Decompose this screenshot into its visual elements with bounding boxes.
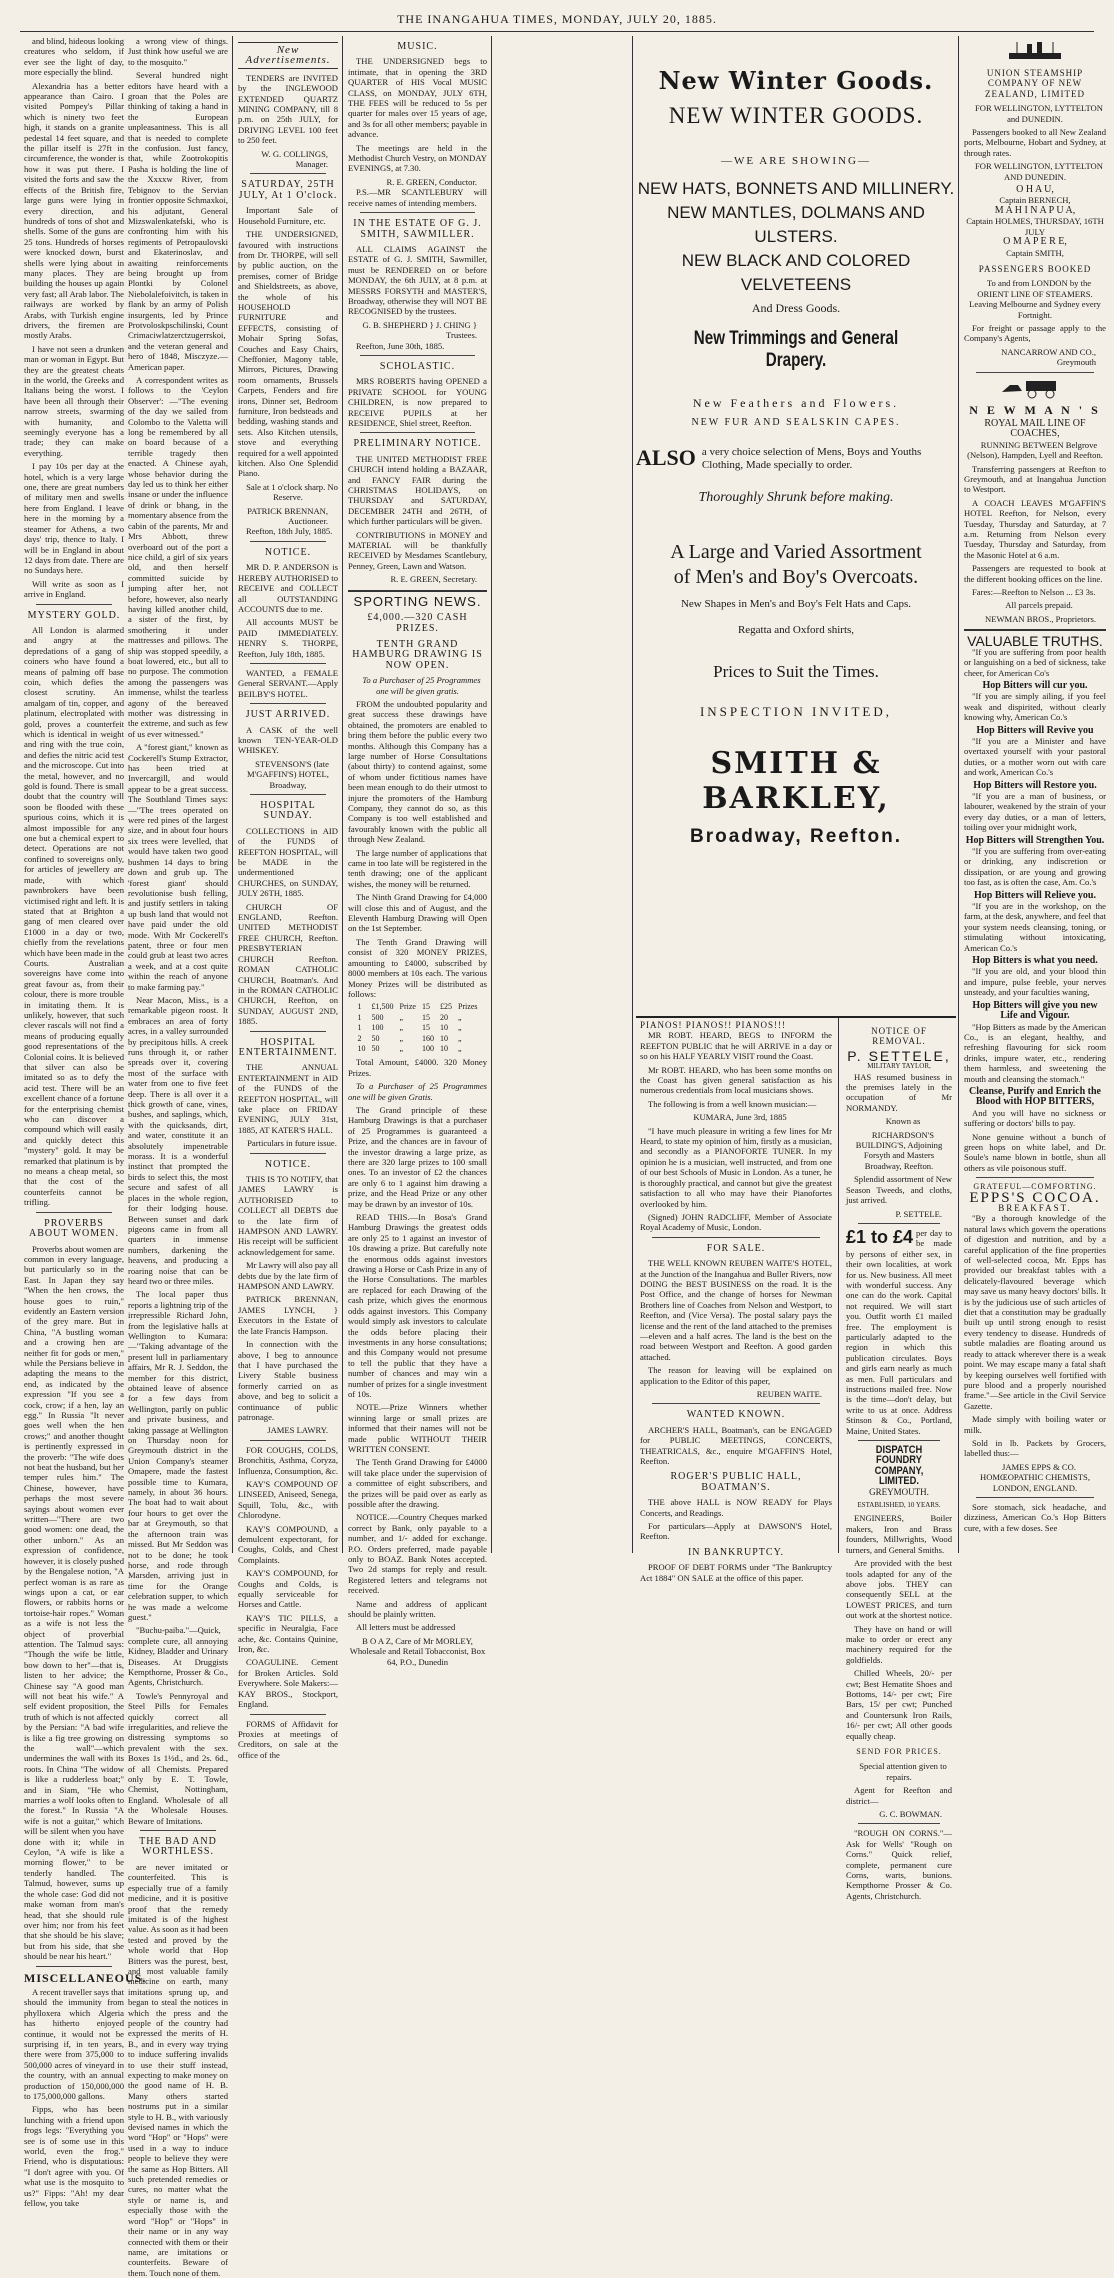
prize-cell: „ — [457, 1043, 462, 1053]
advert-line: Thoroughly Shrunk before making. — [698, 490, 894, 505]
advert-text: THE UNDERSIGNED, favoured with instructions from Dr. THORPE, will sell by public auction, on the premises, corner of Bridge and Shieldstreets, as above, the whole of his HOUSEHOLD FURNITURE and EFFECTS, consisting of Mohair Spring Sofas, Couches and Easy Chairs, Cheffonier, Magony table, Mirrors, Pictures, Drawing room ornaments, Brussels Carpets, Fenders and fire irons, Dinner set, Bedroom furniture, Iron bedsteads and bedding, washing stands and sets. Also Kitchen utensils, stove and everything required for a well appointed kitchen. Also One Splendid Piano. — [238, 229, 338, 479]
divider — [360, 432, 475, 433]
advert-text: KAY'S COMPOUND, for Coughs and Colds, is equally serviceable for Horses and Cattle. — [238, 1568, 338, 1610]
advert-line: And Dress Goods. — [751, 301, 841, 315]
advert-text: The meetings are held in the Methodist Church Vestry, on MONDAY EVENINGS, at 7.30. — [348, 142, 487, 174]
advert-signature: B O A Z, Care of Mr MORLEY, Wholesale and Retail Tobacconist, Box 64, P.O., Dunedin — [349, 1635, 486, 1667]
divider — [36, 1212, 112, 1213]
divider — [636, 1016, 956, 1018]
divider — [250, 1031, 326, 1032]
advert-text: STEVENSON'S (late M'GAFFIN'S) HOTEL, Broadway, — [247, 758, 329, 790]
divider — [250, 703, 326, 704]
prize-cell: Prize — [399, 1002, 416, 1012]
advert-heading: TENTH GRAND HAMBURG DRAWING IS NOW OPEN. — [352, 638, 483, 671]
advert-text: Reefton, June 30th, 1885. — [356, 340, 445, 351]
prize-cell: 15 — [421, 1002, 430, 1012]
section-heading: New Advertisements. — [238, 42, 338, 69]
advert-text: Fares:—Reefton to Nelson ... £3 3s. — [972, 587, 1096, 598]
prize-cell: „ — [457, 1023, 462, 1033]
advert-text: For freight or passage apply to the Company's Agents, — [964, 322, 1106, 344]
hop-bitters-line: Hop Bitters will cur you. — [982, 679, 1088, 691]
advert-heading: NOTICE. — [264, 1158, 312, 1170]
prize-cell: 1 — [357, 1002, 362, 1012]
advert-text: FORMS of Affidavit for Proxies at meetings of Creditors, on sale at the office of the — [238, 1718, 338, 1760]
article-heading: THE BAD AND WORTHLESS. — [139, 1836, 217, 1858]
advert-text: COLLECTIONS in AID of the FUNDS of REEFTON HOSPITAL, will be MADE in the undermentioned CHURCHES, on SUNDAY, JULY 26TH, 1885. — [238, 825, 338, 899]
article-paragraph: I pay 10s per day at the hotel, which is a very large one, there are great numbers of military men and swells here from England. I leave here in the morning by a steamer for Athens, a two days' trip, thence to Italy. I will be in England in about 12 days from date. There are no Sundays here. — [24, 461, 124, 576]
advert-line: MILITARY TAYLOR, — [867, 1062, 931, 1071]
divider — [360, 212, 475, 213]
article-heading: MYSTERY GOLD. — [27, 609, 121, 621]
advert-text: Passengers booked to all New Zealand ports, Melbourne, Hobart and Sydney, at through rates. — [964, 127, 1106, 158]
prize-cell: „ — [457, 1033, 462, 1043]
advert-text: All letters must be addressed — [356, 1622, 456, 1633]
column-3 — [234, 36, 342, 1760]
advert-line: Prices to Suit the Times. — [713, 662, 879, 681]
column-1 — [20, 36, 147, 2209]
money-heading: £1 to £4 — [846, 1226, 914, 1247]
advert-line: Regatta and Oxford shirts, — [737, 624, 855, 636]
prize-cell: £1,500 — [371, 1002, 394, 1012]
article-heading: MISCELLANEOUS. — [24, 1970, 147, 1985]
advert-text: THE UNDERSIGNED begs to intimate, that in opening the 3RD QUARTER of HIS Vocal MUSIC CLASS, on MONDAY, JULY 6TH, THE FEES will be reduced to 5s per quarter for males over 15 years of age, and 3s for all other members; payable in advance. — [348, 56, 487, 140]
divider — [250, 794, 326, 795]
advert-banner-heading: New Winter Goods. — [658, 66, 934, 95]
advert-text: RICHARDSON'S BUILDING'S, Adjoining Forsyth and Masters Broadway, Reefton. — [855, 1129, 943, 1171]
prize-cell: 160 — [421, 1033, 434, 1043]
hop-bitters-line: Hop Bitters is what you need. — [972, 955, 1098, 967]
hop-bitters-line: Hop Bitters will Relieve you. — [974, 889, 1096, 901]
advert-line: —WE ARE SHOWING— — [721, 155, 871, 167]
advert-text: ENGINEERS, Boiler makers, Iron and Brass founders, Millwrights, Wood turners, and General Smiths. — [846, 1513, 952, 1555]
advert-text: Name and address of applicant should be plainly written. — [348, 1598, 487, 1620]
article-paragraph: A recent traveller says that should the immunity from phylloxera which Algeria has hitherto enjoyed continue, it would not be surprising if, in ten years, there were from 375,000 to 500,000 acres of vineyard in the country, with an annual production of 150,000,000 to 175,000,000 gallons. — [24, 1986, 124, 2101]
ship-name: O H A U, — [1016, 184, 1054, 196]
hop-bitters-line: Hop Bitters will Revive you — [976, 724, 1094, 736]
right-column — [960, 36, 1110, 1553]
advert-text: MR D. P. ANDERSON is HEREBY AUTHORISED to RECEIVE and COLLECT all OUTSTANDING ACCOUNTS due to me. — [238, 562, 338, 614]
column-rule — [232, 36, 233, 1553]
advert-text: Special attention given to repairs. — [859, 1761, 947, 1782]
divider — [250, 663, 326, 664]
advert-text: Sale at 1 o'clock sharp. No Reserve. — [246, 481, 338, 503]
advert-text: The reason for leaving will be explained on application to the Editor of this paper, — [640, 1365, 832, 1386]
article-paragraph: Fipps, who has been lunching with a friend upon frogs legs: "Everything you see is of some use in this world, even the frog." Friend, who is disputatious: "I don't agree with you. Of what use is the mosquito to us?" Fipps: "Ah! my dear fellow, you take — [24, 2104, 124, 2209]
advert-text: FOR WELLINGTON, LYTTELTON and DUNEDIN. — [975, 103, 1103, 124]
advert-text: To and from LONDON by the ORIENT LINE OF STEAMERS. Leaving Melbourne and Sydney every Fortnight. — [969, 278, 1101, 320]
advert-signature: G. B. SHEPHERD } J. CHING } Trustees. — [362, 319, 477, 341]
ship-captain: Captain SMITH, — [1006, 247, 1064, 258]
prize-cell: 1 — [357, 1023, 362, 1033]
article-paragraph: Several hundred night editors have heard with a groan that the Poles are thinking of taking a hand in the European unpleasantness. This is all that is needed to complete the confusion. Just fancy, that, while Zootrokopitis Pasha is holding the line of the Xxxxw River, from Tebignov to the Servian frontier opposite Schmaxkoi, his adjutant, General Mizswalenkatefski, who is confronting him with his regiments of Petropaulovski and Ekaterinoslav, and awaiting reinforcements being brought up from Plontki by Colonel Niebolalefoivitch, is taken in flank by an army of Polish insurgents, led by Prince Protvoloskpschilinski, Count Crimaciwlatzerctzugerrskoi, and the veteran general and hero of 1848, Misczyze.—American paper. — [128, 70, 229, 372]
article-paragraph: Will write as soon as I arrive in England. — [24, 578, 124, 600]
advert-text: "If you are a Minister and have overtaxed yourself with your pastoral duties, or a mother worn out with care and work, American Co.'s — [964, 735, 1106, 778]
advert-text: THE UNITED METHODIST FREE CHURCH intend holding a BAZAAR, and FANCY FAIR during the CHRISTMAS HOLIDAYS, on THURSDAY and SATURDAY, DECEMBER 24TH and 26TH, of which further particulars will be given. — [348, 453, 487, 527]
advert-text: Mr ROBT. HEARD, who has been some months on the Coast has given general satisfaction as his numerous credentials from local musicians shows. — [640, 1064, 832, 1096]
advert-text: "I have much pleasure in writing a few lines for Mr Heard, to state my opinion of him, firstly as a musician, and secondly as a PIANOFORTE TUNER. In my opinion he is a musician, well instructed, and from one of our best Schools of Music in London. As a tuner, he is thoroughly practical, and cannot but give the greatest satisfaction to all who may have their Pianofortes overlooked by him. — [640, 1125, 832, 1209]
advert-text: THIS IS TO NOTIFY, that JAMES LAWRY is AUTHORISED to COLLECT all DEBTS due to the late firm of HAMPSON AND LAWRY. His receipt will be sufficient acknowledgement for same. — [238, 1174, 338, 1257]
advert-text: To a Purchaser of 25 Programmes one will be given gratis. — [362, 675, 481, 696]
advert-text: Known as — [885, 1116, 921, 1127]
advert-text: THE WELL KNOWN REUBEN WAITE'S HOTEL, at the Junction of the Inangahua and Buller Rivers, now DOING the BEST BUSINESS on the road. It is the Post Office, and the change of horses for Newman Brothers line of Coaches from Nelson and Westport, to Reefton, and (Vice Versa). The postal salary pays the license and the rent of the land attached to the premises—eleven and a half acres. The land is the best on the road between Westport and Reefton. A good garden attached. — [640, 1258, 832, 1362]
advert-text: ARCHER'S HALL, Boatman's, can be ENGAGED for PUBLIC MEETINGS, CONCERTS, THEATRICALS, &c., enquire M'GAFFIN'S Hotel, Reefton. — [640, 1424, 832, 1467]
advert-text: For particulars—Apply at DAWSON'S Hotel, Reefton. — [640, 1521, 832, 1542]
column-rule — [838, 1018, 839, 1553]
divider — [250, 1440, 326, 1441]
advert-text: P.S.—MR SCANTLEBURY will receive names of intending members. — [348, 187, 487, 208]
smith-barkley-advert — [636, 36, 956, 1016]
advert-text: Agent for Reefton and district— — [846, 1785, 952, 1806]
ship-captain: Captain HOLMES, THURSDAY, 16TH JULY — [966, 216, 1104, 237]
lower-advert-column-left — [636, 1020, 836, 1583]
advert-line: New Feathers and Flowers. — [692, 396, 900, 410]
advert-text: All accounts MUST be PAID IMMEDIATELY. HENRY S. THORPE, Reefton, July 18th, 1885. — [238, 617, 338, 659]
article-paragraph: are never imitated or counterfeited. This is especially true of a family medicine, and it is positive proof that the remedy imitated is of the highest value. As soon as it had been tested and proved by the whole world that Hop Bitters was the purest, best, and most valuable family medicine on earth, many imitations sprung up, and began to steal the notices in which the press and the people of the country had expressed the merits of H. B., and in every way trying to induce suffering invalids to use their stuff instead, expecting to make money on the good name of H. B. Many others started nostrums put in a similar style to H. B., with variously devised names in which the word "Hop" or "Hops" were used in a way to induce people to believe they were the same as Hop Bitters. All such pretended remedies or cures, no matter what the style or name is, and especially those with the word "Hop" or "Hops" in their name or in any way connected with them or their name, are imitations or counterfeits. Beware of them. Touch none of them. — [128, 1861, 228, 2278]
advert-heading: HOSPITAL ENTERTAINMENT. — [238, 1036, 338, 1058]
prize-cell: 100 — [421, 1043, 434, 1053]
hop-bitters-line: Hop Bitters will Strengthen You. — [965, 834, 1105, 846]
prize-cell: „ — [399, 1023, 404, 1033]
divider — [976, 372, 1094, 373]
prize-table — [355, 1002, 481, 1054]
advert-text: None genuine without a bunch of green hops on white label, and Dr. Soule's name blown in bottle, shun all others as vile poisonous stuff. — [964, 1131, 1106, 1173]
advert-address: Broadway, Reefton. — [690, 826, 902, 847]
advert-text: Transferring passengers at Reefton to Greymouth, and at Inangahua Junction to Westport. — [964, 463, 1106, 495]
advert-heading: PRELIMINARY NOTICE. — [353, 438, 482, 450]
advert-line: BREAKFAST. — [998, 1203, 1072, 1213]
advert-text: per day to be made by persons of either sex, in their own localities, at work for us. New business. All meet with wonderful success. Any one can do the work. Capital not required. We will start you. Outfit worth £1 mailed free. The employment is particularly adapted to the region in which this publication circulates. Boys and girls earn nearly as much as men. Full particulars and instructions mailed free. Now is the time—don't delay, but write to us at once. Address Stinson & Co., Portland, Maine, United States. — [846, 1227, 952, 1436]
advert-business-name: P. SETTELE, — [847, 1047, 951, 1064]
advert-text: "If you are old, and your blood thin and impure, pulse feeble, your nerves unsteady, and your faculties waning, — [964, 966, 1106, 998]
advert-text: KAY'S TIC PILLS, a specific in Neuralgia, Face ache, &c. Contains Quinine, Iron, &c. — [238, 1612, 338, 1655]
advert-signature: NANCARROW AND CO., Greymouth — [1001, 346, 1096, 368]
advert-line: NEW HATS, BONNETS AND MILLINERY. — [637, 179, 955, 198]
prize-cell: 15 — [421, 1023, 430, 1033]
advert-heading: IN BANKRUPTCY. — [687, 1546, 785, 1558]
advert-text: In connection with the above, I beg to announce that I have purchased the Livery Stable business formerly carried on as above, and beg to solicit a continuance of public patronage. — [238, 1339, 338, 1422]
advert-heading: SCHOLASTIC. — [379, 360, 456, 372]
advert-text: PATRICK BRENNAN, JAMES LYNCH, } Executors in the Estate of the late Francis Hampson. — [238, 1294, 338, 1336]
advert-text: "If you are simply ailing, if you feel weak and dispirited, without clearly knowing why, American Co.'s — [964, 691, 1106, 723]
advert-text: ALL CLAIMS AGAINST the ESTATE of G. J. SMITH, Sawmiller, must be RENDERED on or before MONDAY, the 6th JULY, at 8 p.m. at MESSRS FORSYTH and MASTER'S, Broadway, otherwise they will NOT BE RECOGNISED by the trustees. — [348, 243, 487, 317]
advert-text: MRS ROBERTS having OPENED a PRIVATE SCHOOL for YOUNG CHILDREN, is now prepared to RECEIVE PUPILS at her RESIDENCE, Shiel street, Reefton. — [348, 376, 487, 428]
advert-text: FOR COUGHS, COLDS, Bronchitis, Asthma, Coryza, Influenza, Consumption, &c. — [238, 1444, 339, 1476]
advert-heading: PASSENGERS BOOKED — [978, 263, 1092, 274]
advert-line: GRATEFUL—COMFORTING. — [973, 1182, 1097, 1192]
advert-heading: NOTICE OF REMOVAL. — [871, 1026, 927, 1047]
advert-text: NOTE.—Prize Winners whether winning large or small prizes are informed that their names will not be made public WITHOUT THEIR WRITTEN CONSENT. — [348, 1402, 487, 1454]
advert-heading: £4,000.—320 CASH PRIZES. — [367, 612, 468, 634]
article-paragraph: I have not seen a drunken man or woman in Egypt. But they are the greatest cheats in the world, the Greeks and Italians being the worst. I have been all through their narrow streets, swarming with humanity, and seemingly everyone has a trade; they can make everything. — [24, 343, 124, 458]
advert-text: "If you are a man of business, or labourer, weakened by the strain of your every day duties, or a man of letters, toiling over your midnight work, — [964, 790, 1106, 833]
advert-line: ROYAL MAIL LINE OF COACHES, — [984, 417, 1086, 440]
advert-signature: PATRICK BRENNAN, Auctioneer. — [247, 505, 328, 527]
advert-heading: UNION STEAMSHIP COMPANY OF NEW ZEALAND, LIMITED — [985, 68, 1085, 99]
column-rule — [491, 36, 492, 1553]
column-4 — [344, 36, 491, 1667]
masthead: THE INANGAHUA TIMES, MONDAY, JULY 20, 1885. — [20, 6, 1094, 32]
article-paragraph: Near Macon, Miss., is a remarkable pigeon roost. It embraces an area of forty acres, in a valley surrounded by precipitous hills. A creek runs through it, or rather spreads over it, covering most of the surface with water from one to five feet deep. There is all over it a thick growth of cane, vines, bushes, and saplings, which, with the quicksands, dirt, and water, constitute it an absolutely impenetrable morass. It is a wonderful instinct that prompted the birds to select this, the most secure and safest of all places in the whole region, for their lodging house. Between sunset and dark pigeons came in from all quarters in immense numbers, darkening the heavens, and producing a roaring noise that can be heard two or three miles. — [128, 994, 228, 1286]
divider — [976, 1177, 1094, 1178]
divider — [858, 1223, 940, 1224]
advert-text: RUNNING BETWEEN Belgrove (Nelson), Hampden, Lyell and Reefton. — [967, 439, 1103, 461]
advert-text: Important Sale of Household Furniture, etc. — [238, 205, 338, 226]
advert-heading: MUSIC. — [397, 41, 438, 52]
column-rule — [342, 36, 343, 1553]
advert-text: MR ROBT. HEARD, BEGS to INFORM the REEFTON PUBLIC that he will ARRIVE in a day or so on his HALF YEARLY VISIT round the Coast. — [640, 1030, 832, 1062]
advert-signature: REUBEN WAITE. — [756, 1389, 822, 1399]
prize-cell: 2 — [357, 1033, 362, 1043]
section-heading: SPORTING NEWS. — [353, 593, 482, 609]
column-2 — [124, 36, 232, 2278]
advert-text: Made simply with boiling water or milk. — [964, 1414, 1106, 1435]
advert-text: The Ninth Grand Drawing for £4,000 will close this and of August, and the Eleventh Hamburg Drawing will Open on the 1st September. — [348, 892, 487, 934]
advert-signature: G. C. BOWMAN. — [879, 1809, 942, 1820]
prize-cell: 100 — [371, 1023, 384, 1033]
advert-text: KAY'S COMPOUND OF LINSEED, Aniseed, Senega, Squill, Tolu, &c., with Chlorodyne. — [238, 1478, 338, 1521]
advert-line: INSPECTION INVITED, — [699, 704, 893, 719]
divider — [858, 1440, 940, 1441]
prize-cell: 10 — [357, 1043, 366, 1053]
divider — [140, 1830, 216, 1831]
advert-text: And you will have no sickness or suffering or doctors' bills to pay. — [964, 1107, 1106, 1129]
advert-heading: N E W M A N ' S — [969, 402, 1101, 417]
prize-row — [355, 1034, 481, 1044]
prize-cell: „ — [399, 1043, 404, 1053]
advert-line: New Shapes in Men's and Boy's Felt Hats and Caps. — [680, 598, 912, 610]
advert-text: Sold in lb. Packets by Grocers, labelled thus:— — [964, 1437, 1106, 1459]
article-paragraph: All London is alarmed and angry at the depredations of a gang of coiners who have found a means of palming off base coin, which defies the closest scrutiny. An amalgam of tin, copper, and platinum, electroplated with gold, proves a counterfeit which is identical in weight and ring with the true coin, and defies the nitric acid test and the microscope. Cut into the metal, however, and no gold is found. There is small doubt that the country will soon be flooded with these spurious coins, which it is almost impossible for any one but a chemical expert to detect. Operations are not confined to sovereigns only, for articles of jewellery are made, with which pawnbrokers have been victimised right and left. It is stated that at Brighton a gang of men cleared over £1000 in a day or two, chiefly from the revelations which have been made in the Courts. Australian sovereigns have come into great favour as, from their colour, there is more trouble in imitating them. It is unlikely, however, that such clever rascals will not find a means of producing equally good representations of the Colonial coins. It is believed that silver can also be imitated so as to defy the acid test. There will be an excellent chance of a fortune for the enterprising chemist who can discover a compound which will easily and quickly detect this "mystery" gold. It may be remarked that platinum is by no means a cheap metal, so that the cost of the counterfeits cannot be trifling. — [24, 624, 124, 1208]
prize-cell: 500 — [371, 1012, 384, 1022]
advert-heading: FOR SALE. — [706, 1242, 766, 1254]
advert-text: THE ANNUAL ENTERTAINMENT in AID of the FUNDS of the REEFTON HOSPITAL, will take place on FRIDAY EVENING, JULY 31st, 1885, AT KATER'S HALL. — [238, 1062, 338, 1135]
ship-name: O M A P E R E, — [1003, 236, 1067, 248]
advert-also — [636, 446, 956, 472]
advert-heading: WANTED KNOWN. — [686, 1409, 786, 1421]
advert-signature: JAMES EPPS & CO. HOMŒOPATHIC CHEMISTS, LONDON, ENGLAND. — [980, 1461, 1090, 1493]
hop-bitters-line: Hop Bitters will Restore you. — [973, 779, 1097, 791]
advert-text: WANTED, a FEMALE General SERVANT.—Apply BEILBY'S HOTEL. — [238, 667, 338, 699]
advert-text: All parcels prepaid. — [1005, 600, 1073, 611]
advert-text: A COACH LEAVES M'GAFFIN'S HOTEL Reefton, for Nelson, every Tuesday, Thursday and Saturday, at 7 a.m. Returning from Nelson every Tuesday, Thursday and Saturday, from the Masonic Hotel at 6 a.m. — [964, 497, 1106, 560]
advert-text: HAS resumed business in the premises lately in the occupation of Mr NORMANDY. — [846, 1071, 952, 1113]
advert-text: FROM the undoubted popularity and great success these drawings have obtained, the promoters are enabled to bring them before the public every two months. Although this Company has a large number of Horse Consultations (about thirty) to contend against, some of whom under fictitious names have been mean enough to do their utmost to injure the promoters of the Hamburg Company, they cannot do so, as this Company is too well established and favourably known with the public all through New Zealand. — [348, 698, 487, 845]
divider — [652, 1237, 820, 1238]
divider — [36, 1966, 112, 1967]
advert-heading: VALUABLE TRUTHS. — [967, 633, 1103, 650]
prize-cell: „ — [457, 1012, 462, 1022]
advert-line: a very choice selection of Mens, Boys and Youths Clothing, Made specially to order. — [701, 446, 922, 471]
advert-text: They have on hand or will make to order or erect any machinery required for the goldfields. — [846, 1623, 952, 1665]
article-paragraph: a wrong view of things. Just think how useful we are to the mosquito." — [128, 36, 228, 67]
article-paragraph: A correspondent writes as follows to the 'Ceylon Observer': —"The evening of the day we sailed from Colombo to the Valetta will long be remembered by all on board because of a terrible tragedy then enacted. A Chinese ayah, whose behavior during the day led us to think her either insane or under the influence of drink or bhang, in the momentary absence from the cabin of the parents, Mr and Mrs Abbott, threw overboard out of the port a nice child, a girl of six years old, and then herself committed suicide by jumping after her, not before, however, also nearly having killed another child, a sister of the first, by smothering it under mattresses and pillows. The ship was stopped speedily, a boat lowered, etc., but all to no purpose. The commotion among the passengers was immense, whilst the tearless agony of the bereaved mother was distressing in the extreme, and such as few of us ever witnessed." — [128, 375, 228, 739]
advert-text: The Grand principle of these Hamburg Drawings is that a purchaser of 25 Programmes is guaranteed a Prize, and the chances are in favour of the investor drawing a large prize, as there are 320 large prizes to 100 small ones. To an investor of £2 the chances are only 6 to 1 against him drawing a prize, and the Head Prize or any other may be drawn by an investor of 10s. — [348, 1104, 487, 1209]
advert-signature: R. E. GREEN, Secretary. — [390, 574, 477, 585]
advert-text: "ROUGH ON CORNS."—Ask for Wells' "Rough on Corns." Quick relief, complete, permanent cure Corns, warts, bunions. Kempthorne Prosser & Co. Agents, Christchurch. — [846, 1828, 952, 1901]
prize-cell: 10 — [439, 1023, 448, 1033]
advert-line: of Men's and Boy's Overcoats. — [673, 566, 919, 588]
column-rule — [632, 36, 633, 1553]
divider — [652, 1403, 820, 1404]
prize-cell: „ — [399, 1012, 404, 1022]
prize-row — [355, 1013, 481, 1023]
article-paragraph: "Buchu-paiba."—Quick, complete cure, all annoying Kidney, Bladder and Urinary Diseases. At Druggists Kempthorne, Prosser & Co., Agents, Christchurch. — [128, 1625, 228, 1688]
divider — [250, 1714, 326, 1715]
prize-row — [355, 1002, 481, 1012]
prize-cell: 50 — [371, 1043, 380, 1053]
column-rule — [958, 36, 959, 1553]
advert-signature: JAMES LAWRY. — [267, 1425, 328, 1436]
advert-text: TENDERS are INVITED by the INGLEWOOD EXTENDED QUARTZ MINING COMPANY, till 8 p.m. on 25th JULY, for DRIVING LEVEL 100 feet to 250 feet. — [238, 72, 338, 146]
advert-line: A Large and Varied Assortment — [670, 541, 922, 563]
advert-text: Splendid assortment of New Season Tweeds, and cloths, just arrived. — [846, 1174, 952, 1206]
advert-text: KUMARA, June 3rd, 1885 — [693, 1112, 787, 1123]
advert-signature: R. E. GREEN, Conductor. — [386, 176, 477, 187]
lower-advert-column-right — [842, 1020, 956, 1901]
advert-text: A CASK of the well known TEN-YEAR-OLD WHISKEY. — [238, 724, 338, 756]
prize-cell: £25 — [439, 1002, 452, 1012]
article-paragraph: and blind, hideous looking creatures who seldom, if ever see the light of day, more especially the blind. — [24, 36, 124, 78]
advert-text: "If you are in the workshop, on the farm, at the desk, anywhere, and feel that your system needs cleansing, toning, or stimulating without intoxicating, American Co.'s — [964, 901, 1106, 953]
advert-heading: SATURDAY, 25TH JULY, At 1 O'clock. — [238, 179, 338, 201]
prize-cell: 50 — [371, 1033, 380, 1043]
divider — [964, 629, 1106, 631]
advert-text: Total Amount, £4000. 320 Money Prizes. — [348, 1057, 487, 1078]
advert-text: PROOF OF DEBT FORMS under "The Bankruptcy Act 1884" ON SALE at the office of this paper. — [640, 1562, 832, 1583]
advert-signature: P. SETTELE. — [895, 1208, 942, 1219]
article-paragraph: The local paper thus reports a lightning trip of the irrepressible Richard John, from the legislative halls at Wellington to Kumara:—"Taking advantage of the present lull in parliamentary affairs, Mr R. J. Seddon, the member for this district, obtained leave of absence for a few days from Wellington, partly on public and private business, and taking passage at Wellington on Thursday noon for Greymouth district in the Union Company's steamer Omapere, made the fastest possible time to Kumara, namely, in about 36 hours. The boat had to wait about four hours to get over the bar at Greymouth, so that the afternoon train was missed. But Mr Seddon was not to be done; he took horse, and rode through Marsden, arriving just in time for the Orange celebration supper, to which he was made a welcome guest." — [128, 1289, 228, 1622]
advert-text: THE above HALL is NOW READY for Plays Concerts, and Readings. — [640, 1497, 832, 1518]
advert-text: Are provided with the best tools adapted for any of the above jobs. THEY can consequently SELL at the LOWEST PRICES, and turn out work at the shortest notice. — [846, 1558, 952, 1621]
advert-text: READ THIS.—In Bosa's Grand Hamburg Drawings the greatest odds are only 25 to 1 against an investor of 10s drawing a prize. But carefully note the enormous odds against investors drawing a Horse or Cash Prize in any of the Horse Consultations. The marbles are replaced for each Drawing of the cash prize, which gives the enormous odds against investors. This Company would simply ask investors to calculate the odds before placing their investments in any horse consultations; and this Company would not presume to tell the public that they have a number of chances and may win a number of prizes for a single investment of 10s. — [348, 1212, 487, 1399]
divider — [250, 173, 326, 174]
advert-heading: IN THE ESTATE OF G. J. SMITH, SAWMILLER. — [353, 218, 482, 240]
hop-bitters-line: Hop Bitters will give you new Life and Vigour. — [972, 999, 1098, 1022]
ship-name: M A H I N A P U A, — [994, 204, 1076, 216]
divider — [36, 604, 112, 605]
advert-line: NEW FUR AND SEALSKIN CAPES. — [691, 417, 901, 428]
article-paragraph: A "forest giant," known as Cockerell's Stump Extractor, has been tried at Invercargill, and would appear to be a great success. The Southland Times says:—"The trees operated on were red pines of the largest size, and in about four hours six trees were levelled, that would have taken two good bushmen 14 days to bring down and grub up. The 'forest giant' should revolutionise bush felling, and justify settlers in taking up bush land that would not have paid under the old mode. With Mr Cockerell's patent, three or four men could grub at least two acres a week, and at a cost quite within the reach of anyone to make farming pay." — [128, 742, 228, 992]
article-heading: PROVERBS ABOUT WOMEN. — [29, 1217, 119, 1240]
article-paragraph: Towle's Pennyroyal and Steel Pills for Females quickly correct all irregularities, and relieve the distressing symptoms so prevalent with the sex. Boxes 1s 1½d., and 2s. 6d., of all Chemists. Prepared only by E. T. Towle, Chemist, Nottingham, England. Wholesale of all the Wholesale Houses. Beware of Imitations. — [128, 1690, 228, 1826]
advert-heading: SEND FOR PRICES. — [856, 1747, 942, 1756]
advert-text: Chilled Wheels, 20/- per cwt; Best Hematite Shoes and Bottoms, 14/- per cwt; Fire Bars, 15/ per cwt; Punched and Countersunk Iron Rails, 16/- per cwt; All other goods equally cheap. — [846, 1668, 952, 1741]
advert-text: The following is from a well known musician:— — [648, 1098, 817, 1109]
prize-cell: Prizes — [457, 1002, 478, 1012]
advert-heading: NOTICE. — [264, 546, 312, 558]
divider — [250, 1153, 326, 1154]
advert-signature: W. G. COLLINGS, Manager. — [261, 148, 328, 170]
advert-line: NEW BLACK AND COLORED VELVETEENS — [681, 251, 911, 294]
advert-text: CONTRIBUTIONS in MONEY and MATERIAL will be thankfully RECEIVED by Mesdames Scantlebury, Penney, Green, Lawn and Watson. — [348, 529, 487, 571]
divider — [976, 1497, 1094, 1498]
advert-text: COAGULINE. Cement for Broken Articles. Sold Everywhere. Sole Makers:— KAY BROS., Stockport, England. — [238, 1657, 338, 1710]
advert-text: The large number of applications that came in too late will be registered in the tenth drawing; one of the applicant wishes, the money will be returned. — [348, 847, 487, 889]
hop-bitters-line: Cleanse, Purify and Enrich the Blood with HOP BITTERS, — [969, 1085, 1101, 1108]
ship-captain: Captain BERNECH, — [999, 195, 1071, 206]
advert-text: To a Purchaser of 25 Programmes one will be given Gratis. — [348, 1081, 487, 1102]
advert-text: The Tenth Grand Drawing will consist of 320 MONEY PRIZES, amounting to £4000, subscribed by 8000 members at 10s each. The various Money Prizes will be distributed as follows: — [348, 936, 487, 999]
advert-heading: EPPS'S COCOA. — [969, 1189, 1101, 1206]
prize-cell: 1 — [357, 1012, 362, 1022]
advert-signature: (Signed) JOHN RADCLIFF, Member of Associate Royal Academy of Music, London. — [640, 1211, 832, 1233]
prize-row — [355, 1023, 481, 1033]
advert-line: GREYMOUTH. — [869, 1486, 929, 1497]
article-paragraph: Alexandria has a better appearance than Cairo. I visited Pompey's Pillar which is ninety two feet high, it stands on a granite pedestal 14 feet square, and the pillar itself is 27ft in circumference, the wonder is how it was put there. I visited the forts and saw the effects of the British fire, large guns were lying in every direction, and hundreds of tons of shot and shells. Some of the guns are 25 tons. Hundreds of horses were knocked down, burst shells were lying about in many places. They are building the houses up again very fast; all Arab labor. The railways are worked by Arabs, with Turkish engine drivers, the firemen are mostly Arabs. — [24, 80, 124, 341]
advert-text: Passengers are requested to book at the different booking offices on the line. — [964, 563, 1106, 584]
prize-cell: 20 — [439, 1012, 448, 1022]
advert-text: Reefton, 18th July, 1885. — [246, 526, 333, 537]
advert-heading: ROGER'S PUBLIC HALL, BOATMAN'S. — [670, 1471, 802, 1493]
advert-text: NOTICE.—Country Cheques marked correct by Bank, only payable to a number, and 1/- added for exchange. P.O. Orders preferred, made payable only to BOAZ. Bank Notes accepted. Two 2d stamps for reply and result. Registered letters and telegrams not received. — [348, 1512, 487, 1596]
prize-cell: 10 — [439, 1043, 448, 1053]
advert-line: New Trimmings and General Drapery. — [693, 328, 899, 371]
advert-text: The Tenth Grand Drawing for £4000 will take place under the supervision of a committee of eight subscribers, and the prizes will be paid over as early as possible after the drawing. — [348, 1457, 487, 1509]
advert-business-name: DISPATCH FOUNDRY COMPANY, LIMITED. — [874, 1444, 924, 1488]
advert-text: FOR WELLINGTON, LYTTELTON AND DUNEDIN. — [975, 161, 1103, 182]
divider — [348, 590, 487, 592]
advert-text: "If you are suffering from poor health or languishing on a bed of sickness, take cheer, for American Co's — [964, 646, 1106, 678]
advert-firm-name: SMITH & BARKLEY, — [702, 746, 890, 816]
advert-signature: NEWMAN BROS., Proprietors. — [984, 613, 1096, 624]
advert-text: "Hop Bitters as made by the American Co., is an elegant, healthy, and refreshing flavouring for sick room drinks, impure water, etc., rendering them harmless, and sweetening the mouth and cleansing the stomach." — [964, 1021, 1106, 1084]
advert-text: Sore stomach, sick headache, and dizziness, American Co.'s Hop Bitters cure, with a few doses. See — [964, 1501, 1106, 1533]
advert-text: Particulars in future issue. — [247, 1138, 337, 1149]
divider — [250, 541, 326, 542]
advert-subheading: NEW WINTER GOODS. — [668, 103, 924, 128]
advert-also-word: ALSO — [636, 445, 696, 470]
advert-line: NEW MANTLES, DOLMANS AND ULSTERS. — [667, 203, 925, 246]
advert-text: KAY'S COMPOUND, a demulcent expectorant, for Coughs, Colds, and Chest Complaints. — [238, 1523, 338, 1565]
steamship-icon — [1005, 40, 1065, 62]
advert-heading: PIANOS! PIANOS!! PIANOS!!! — [640, 1020, 787, 1030]
prize-cell: 10 — [439, 1033, 448, 1043]
advert-text: Mr Lawry will also pay all debts due by the late firm of HAMPSON AND LAWRY. — [238, 1260, 338, 1292]
coach-icon — [1000, 377, 1070, 399]
divider — [858, 1823, 940, 1824]
advert-heading: JUST ARRIVED. — [245, 709, 331, 721]
prize-row — [355, 1044, 481, 1054]
advert-text: "By a thorough knowledge of the natural laws which govern the operations of digestion and nutrition, and by a careful application of the fine properties of well-selected cocoa, Mr. Epps has provided our breakfast tables with a delicately-flavoured beverage which may save us many heavy doctors' bills. It is by the judicious use of such articles of diet that a constitution may be gradually built up until strong enough to resist every tendency to disease. Hundreds of subtle maladies are floating around us ready to attack wherever there is a weak point. We may escape many a fatal shaft by keeping ourselves well fortified with pure blood and a properly nourished frame."—See article in the Civil Service Gazette. — [964, 1213, 1106, 1411]
advert-text: CHURCH OF ENGLAND, Reefton. UNITED METHODIST FREE CHURCH, Reefton. PRESBYTERIAN CHURCH Reefton. ROMAN CATHOLIC CHURCH, Boatman's. And in the ROMAN CATHOLIC CHURCH, Reefton, on SUNDAY, AUGUST 2ND, 1885. — [238, 901, 338, 1027]
prize-cell: 15 — [421, 1012, 430, 1022]
advert-text: "If you are suffering from over-eating or drinking, any indiscretion or dissipation, or are young and growing too fast, as is often the case, Am. Co.'s — [964, 846, 1106, 888]
article-paragraph: Proverbs about women are common in every language, but particularly so in the East. In Japan they say "When the hen crows, the house goes to ruin," evidently an Eastern version of the grey mare. But in China, "A bustling woman and a crowing hen are neither fit for gods or men," while the Persians believe in adapting the means to the end, as indicated by the expression "If you see a cock, crow; if a hen, lay an egg." In Russia "It never goes well when the hen crows;" and another thought is pertinently expressed in the proverb: "The wife does not beat the husband, but her temper rules him." The Chinese, however, have perhaps the most severe sayings about women ever written—"There are two good women: one dead, the other unborn." As an expression of confidence, however, it is closely pushed by the Bengalese notion, "A perfect woman is as rare as wings upon a cat, or ear flowers, or rabbits horns or tortoise-hair ropes." Woman as a wife is not less the object of proverbial attention. The Talmud says: "Though the wife be little, bow down to her"—that is, listen to her advice; the Chinese say "A good man will not beat his wife." A self evident proposition, the truth of which is not affected by the Persian: "A bad wife is like a fig tree growing on the wall"—which undermines the wall with its roots. In China "The widow is like a rudderless boat;" and in Siam, "He who marries a wolf looks often to the forest." In Russia "A wife is not a guitar," which will be silent when you have done with it; while in Ceylon, "A wife is like a morning flower," to be tenderly handled. The Talmud, however, sums up the whole case: God did not make woman from man's head, that she should rule over him; nor from his feet that she should be his slave; but from his side, that she should be near his heart." — [24, 1243, 124, 1962]
advert-heading: HOSPITAL SUNDAY. — [260, 800, 316, 822]
advert-line: ESTABLISHED, 10 YEARS. — [857, 1501, 941, 1510]
divider — [360, 355, 475, 356]
prize-cell: „ — [399, 1033, 404, 1043]
